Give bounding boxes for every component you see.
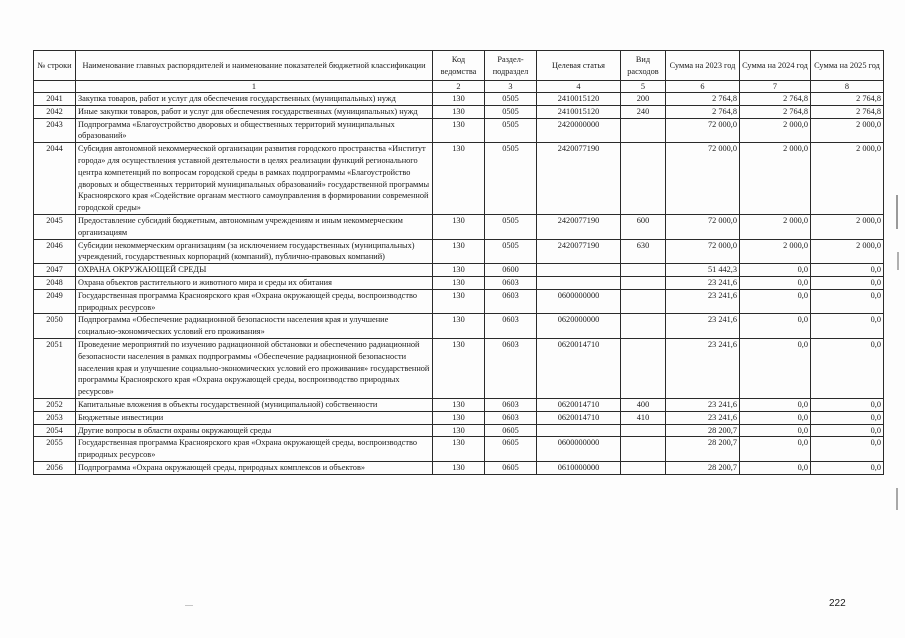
column-number: 1 [76, 81, 433, 93]
row-section: 0505 [485, 105, 537, 118]
row-sum-2023: 23 241,6 [666, 338, 740, 398]
row-expense-type [621, 276, 666, 289]
column-number: 2 [433, 81, 485, 93]
row-section: 0600 [485, 264, 537, 277]
row-sum-2025: 0,0 [811, 424, 884, 437]
row-section: 0603 [485, 289, 537, 314]
table-body [34, 93, 884, 475]
row-number: 2044 [34, 143, 76, 215]
column-number: 3 [485, 81, 537, 93]
row-sum-2024: 0,0 [740, 424, 811, 437]
row-number: 2055 [34, 437, 76, 462]
row-sum-2025: 0,0 [811, 461, 884, 474]
row-dept-code: 130 [433, 411, 485, 424]
row-sum-2024: 0,0 [740, 437, 811, 462]
table-row [34, 118, 884, 143]
row-name: Проведение мероприятий по изучению радиационной обстановки и обеспечению радиационной безопасности населения в рамках подпрограммы «Обеспечение радиационной безопасности населения края и улучшение социально-экономических условий его проживания» государственной программы Красноярского края «Охрана окружающей среды, воспроизводство природных ресурсов» [76, 338, 433, 398]
table-row [34, 264, 884, 277]
column-number-blank [34, 81, 76, 93]
row-target-item: 2410015120 [537, 93, 621, 106]
row-expense-type [621, 143, 666, 215]
row-sum-2024: 2 764,8 [740, 105, 811, 118]
table-row [34, 424, 884, 437]
scan-edge-mark [897, 252, 899, 270]
header-row [34, 51, 884, 81]
row-name: Подпрограмма «Охрана окружающей среды, природных комплексов и объектов» [76, 461, 433, 474]
row-sum-2023: 72 000,0 [666, 143, 740, 215]
row-dept-code: 130 [433, 437, 485, 462]
table-row [34, 398, 884, 411]
row-dept-code: 130 [433, 398, 485, 411]
row-sum-2023: 28 200,7 [666, 424, 740, 437]
row-sum-2024: 0,0 [740, 289, 811, 314]
row-number: 2042 [34, 105, 76, 118]
row-sum-2024: 0,0 [740, 461, 811, 474]
row-name: Государственная программа Красноярского края «Охрана окружающей среды, воспроизводство природных ресурсов» [76, 437, 433, 462]
row-sum-2023: 28 200,7 [666, 437, 740, 462]
column-number: 7 [740, 81, 811, 93]
row-dept-code: 130 [433, 239, 485, 264]
row-sum-2025: 0,0 [811, 411, 884, 424]
row-name: Иные закупки товаров, работ и услуг для обеспечения государственных (муниципальных) нужд [76, 105, 433, 118]
row-name: Бюджетные инвестиции [76, 411, 433, 424]
row-sum-2023: 23 241,6 [666, 398, 740, 411]
row-number: 2043 [34, 118, 76, 143]
row-number: 2050 [34, 314, 76, 339]
row-name: Другие вопросы в области охраны окружающей среды [76, 424, 433, 437]
row-sum-2023: 72 000,0 [666, 239, 740, 264]
row-sum-2025: 2 000,0 [811, 143, 884, 215]
row-section: 0505 [485, 118, 537, 143]
row-sum-2024: 0,0 [740, 338, 811, 398]
header-sum-2023: Сумма на 2023 год [666, 51, 740, 81]
row-sum-2025: 2 000,0 [811, 214, 884, 239]
table-row [34, 93, 884, 106]
scan-edge-mark [896, 488, 898, 510]
row-sum-2025: 0,0 [811, 398, 884, 411]
row-sum-2024: 0,0 [740, 314, 811, 339]
budget-table [33, 50, 884, 475]
row-sum-2023: 51 442,3 [666, 264, 740, 277]
row-number: 2049 [34, 289, 76, 314]
row-expense-type [621, 289, 666, 314]
row-name: Субсидии некоммерческим организациям (за исключением государственных (муниципальных) учреждений, государственных корпораций (компаний), публично-правовых компаний) [76, 239, 433, 264]
row-sum-2024: 2 764,8 [740, 93, 811, 106]
row-section: 0603 [485, 276, 537, 289]
row-section: 0505 [485, 143, 537, 215]
row-number: 2048 [34, 276, 76, 289]
row-section: 0603 [485, 398, 537, 411]
row-dept-code: 130 [433, 276, 485, 289]
row-expense-type [621, 338, 666, 398]
row-sum-2024: 2 000,0 [740, 214, 811, 239]
table-row [34, 143, 884, 215]
row-name: Подпрограмма «Благоустройство дворовых и общественных территорий муниципальных образований» [76, 118, 433, 143]
header-section: Раздел-подраздел [485, 51, 537, 81]
header-dept-code: Код ведомства [433, 51, 485, 81]
page-number: 222 [829, 598, 846, 609]
row-section: 0505 [485, 93, 537, 106]
row-target-item: 0600000000 [537, 437, 621, 462]
row-target-item [537, 264, 621, 277]
table-row [34, 411, 884, 424]
row-dept-code: 130 [433, 143, 485, 215]
row-sum-2023: 23 241,6 [666, 314, 740, 339]
row-sum-2025: 0,0 [811, 314, 884, 339]
row-sum-2024: 0,0 [740, 264, 811, 277]
row-sum-2025: 0,0 [811, 338, 884, 398]
row-section: 0605 [485, 461, 537, 474]
row-number: 2052 [34, 398, 76, 411]
scan-edge-mark [896, 195, 898, 229]
row-dept-code: 130 [433, 93, 485, 106]
table-row [34, 461, 884, 474]
row-name: Предоставление субсидий бюджетным, автономным учреждениям и иным некоммерческим организациям [76, 214, 433, 239]
header-expense-type: Вид расходов [621, 51, 666, 81]
row-target-item [537, 276, 621, 289]
row-sum-2025: 0,0 [811, 276, 884, 289]
row-sum-2024: 2 000,0 [740, 118, 811, 143]
row-sum-2025: 0,0 [811, 264, 884, 277]
header-sum-2024: Сумма на 2024 год [740, 51, 811, 81]
row-dept-code: 130 [433, 118, 485, 143]
table-row [34, 239, 884, 264]
row-dept-code: 130 [433, 214, 485, 239]
row-target-item: 2420077190 [537, 239, 621, 264]
table-row [34, 338, 884, 398]
row-number: 2054 [34, 424, 76, 437]
row-dept-code: 130 [433, 461, 485, 474]
row-target-item: 0620014710 [537, 411, 621, 424]
row-expense-type [621, 314, 666, 339]
row-name: Государственная программа Красноярского края «Охрана окружающей среды, воспроизводство природных ресурсов» [76, 289, 433, 314]
row-expense-type [621, 118, 666, 143]
row-sum-2024: 0,0 [740, 398, 811, 411]
row-name: Подпрограмма «Обеспечение радиационной безопасности населения края и улучшение социально-экономических условий его проживания» [76, 314, 433, 339]
row-number: 2047 [34, 264, 76, 277]
row-expense-type: 200 [621, 93, 666, 106]
row-name: Охрана объектов растительного и животного мира и среды их обитания [76, 276, 433, 289]
header-target-item: Целевая статья [537, 51, 621, 81]
row-dept-code: 130 [433, 314, 485, 339]
row-expense-type [621, 437, 666, 462]
row-target-item: 0620014710 [537, 398, 621, 411]
row-sum-2023: 23 241,6 [666, 289, 740, 314]
row-sum-2025: 0,0 [811, 437, 884, 462]
row-sum-2024: 2 000,0 [740, 239, 811, 264]
header-row-number: № строки [34, 51, 76, 81]
table-row [34, 214, 884, 239]
row-sum-2023: 72 000,0 [666, 118, 740, 143]
row-target-item: 2420077190 [537, 143, 621, 215]
column-number-row [34, 81, 884, 93]
column-number: 6 [666, 81, 740, 93]
row-number: 2051 [34, 338, 76, 398]
row-number: 2045 [34, 214, 76, 239]
row-sum-2023: 28 200,7 [666, 461, 740, 474]
row-section: 0603 [485, 338, 537, 398]
row-name: Капитальные вложения в объекты государственной (муниципальной) собственности [76, 398, 433, 411]
row-expense-type [621, 461, 666, 474]
row-section: 0603 [485, 411, 537, 424]
row-target-item: 2410015120 [537, 105, 621, 118]
row-sum-2025: 2 000,0 [811, 118, 884, 143]
row-sum-2023: 72 000,0 [666, 214, 740, 239]
row-dept-code: 130 [433, 105, 485, 118]
row-target-item: 2420077190 [537, 214, 621, 239]
column-number: 8 [811, 81, 884, 93]
row-sum-2025: 0,0 [811, 289, 884, 314]
row-target-item: 0620000000 [537, 314, 621, 339]
row-expense-type: 410 [621, 411, 666, 424]
table-row [34, 289, 884, 314]
row-sum-2024: 0,0 [740, 276, 811, 289]
row-section: 0605 [485, 424, 537, 437]
table-row [34, 276, 884, 289]
row-sum-2025: 2 764,8 [811, 93, 884, 106]
row-sum-2024: 2 000,0 [740, 143, 811, 215]
row-expense-type: 240 [621, 105, 666, 118]
row-dept-code: 130 [433, 289, 485, 314]
row-sum-2025: 2 000,0 [811, 239, 884, 264]
row-dept-code: 130 [433, 338, 485, 398]
row-target-item [537, 424, 621, 437]
row-sum-2023: 2 764,8 [666, 105, 740, 118]
row-name: Закупка товаров, работ и услуг для обеспечения государственных (муниципальных) нужд [76, 93, 433, 106]
row-number: 2053 [34, 411, 76, 424]
row-number: 2056 [34, 461, 76, 474]
column-number: 5 [621, 81, 666, 93]
row-expense-type [621, 424, 666, 437]
table-row [34, 314, 884, 339]
row-section: 0505 [485, 214, 537, 239]
row-section: 0505 [485, 239, 537, 264]
row-dept-code: 130 [433, 264, 485, 277]
table-row [34, 105, 884, 118]
header-sum-2025: Сумма на 2025 год [811, 51, 884, 81]
row-sum-2023: 23 241,6 [666, 411, 740, 424]
row-number: 2046 [34, 239, 76, 264]
row-dept-code: 130 [433, 424, 485, 437]
header-name: Наименование главных распорядителей и наименование показателей бюджетной классификации [76, 51, 433, 81]
row-section: 0603 [485, 314, 537, 339]
row-name: Субсидия автономной некоммерческой организации развития городского пространства «Институт города» для осуществления уставной деятельности в целях реализации функций регионального центра компетенций по вопросам городской среды в рамках подпрограммы «Благоустройство дворовых и общественных территорий муниципальных образований» государственной программы Красноярского края «Содействие органам местного самоуправления в формировании современной городской среды» [76, 143, 433, 215]
row-target-item: 0610000000 [537, 461, 621, 474]
row-target-item: 2420000000 [537, 118, 621, 143]
scan-speck [185, 605, 193, 606]
row-expense-type: 400 [621, 398, 666, 411]
table-row [34, 437, 884, 462]
row-sum-2023: 23 241,6 [666, 276, 740, 289]
row-sum-2025: 2 764,8 [811, 105, 884, 118]
row-target-item: 0620014710 [537, 338, 621, 398]
row-expense-type: 600 [621, 214, 666, 239]
row-sum-2024: 0,0 [740, 411, 811, 424]
row-target-item: 0600000000 [537, 289, 621, 314]
row-expense-type [621, 264, 666, 277]
column-number: 4 [537, 81, 621, 93]
row-sum-2023: 2 764,8 [666, 93, 740, 106]
row-name: ОХРАНА ОКРУЖАЮЩЕЙ СРЕДЫ [76, 264, 433, 277]
row-section: 0605 [485, 437, 537, 462]
row-number: 2041 [34, 93, 76, 106]
row-expense-type: 630 [621, 239, 666, 264]
